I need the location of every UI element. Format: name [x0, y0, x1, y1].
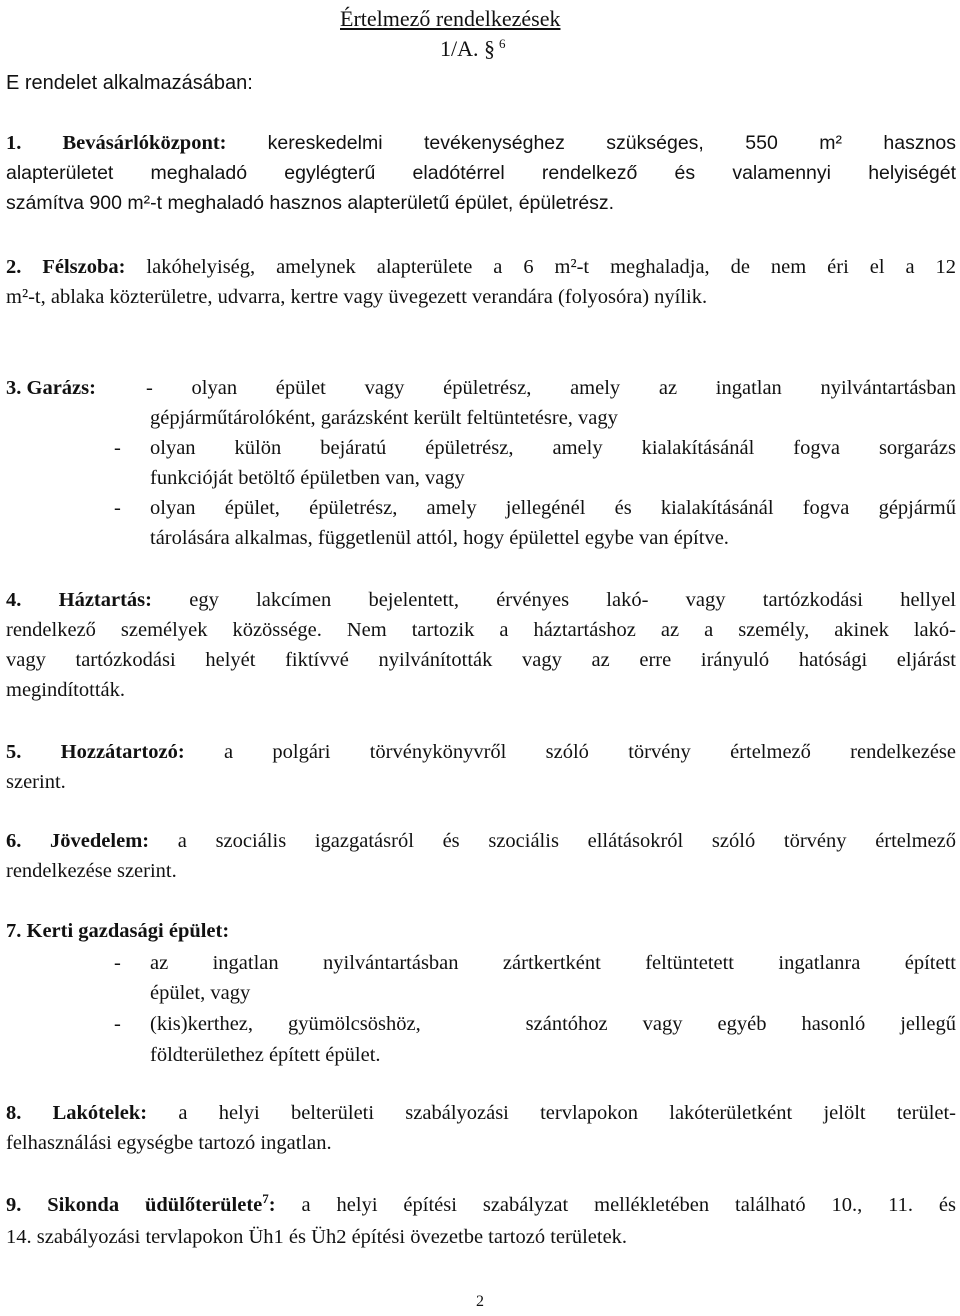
definition-4-line-3: vagy tartózkodási helyét fiktívvé nyilvánították vagy az erre irányuló hatósági eljárást — [6, 649, 956, 671]
definition-6-line-1 — [6, 826, 956, 856]
definition-1-line-3: számítva 900 m²-t meghaladó hasznos alapterületű épület, épületrész. — [6, 192, 615, 214]
definition-1-text-1: kereskedelmi tevékenységhez szükséges, 550 m² hasznos — [267, 132, 957, 154]
definition-9-line-1 — [6, 1190, 956, 1222]
definition-5-line-1 — [6, 737, 956, 767]
definition-1-line-2: alapterületet meghaladó egylégterű eladótérrel rendelkező és valamennyi helyiségét — [6, 162, 956, 184]
definition-3-bullet-2-line-2: funkcióját betöltő épületben van, vagy — [150, 467, 465, 489]
definition-7-bullet-1-line-2: épület, vagy — [150, 982, 251, 1004]
term-9-colon: : — [268, 1194, 276, 1216]
definition-1-line-1 — [6, 128, 956, 158]
footnote-ref: 7 — [262, 1191, 269, 1206]
term-5: 5. Hozzátartozó: — [6, 741, 185, 763]
footnote-ref: 6 — [499, 36, 506, 51]
definition-4-line-4: megindították. — [6, 679, 125, 701]
definition-2-text-1: lakóhelyiség, amelynek alapterülete a 6 m²-t meghaladja, de nem éri el a 12 — [146, 256, 957, 278]
term-3: 3. Garázs: — [6, 377, 96, 399]
definition-4-line-2: rendelkező személyek közössége. Nem tartozik a háztartáshoz az a személy, akinek lakó- — [6, 619, 956, 641]
term-8: 8. Lakótelek: — [6, 1102, 148, 1124]
definition-3-bullet-1-line-2: gépjárműtárolóként, garázsként került feltüntetésre, vagy — [150, 407, 618, 429]
definition-4-line-1 — [6, 585, 956, 615]
definition-7-bullet-2-line-2: földterülethez épített épület. — [150, 1044, 381, 1066]
definition-3-bullet-3-line-1: olyan épület, épületrész, amely jellegénél és kialakításánál fogva gépjármű — [150, 497, 956, 519]
definition-3-bullet-1-line-1: - olyan épület vagy épületrész, amely az ingatlan nyilvántartásban — [146, 377, 956, 399]
definition-2-line-2: m²-t, ablaka közterületre, udvarra, kertre vagy üvegezett verandára (folyosóra) nyílik. — [6, 286, 708, 308]
section-label: 1/A. § — [440, 36, 495, 61]
term-7: 7. Kerti gazdasági épület: — [6, 920, 230, 942]
definition-6-line-2: rendelkezése szerint. — [6, 860, 177, 882]
definition-6-text-1: a szociális igazgatásról és szociális ellátásokról szóló törvény értelmező — [177, 830, 956, 852]
definition-2-line-1 — [6, 252, 956, 282]
definition-8-line-2: felhasználási egységbe tartozó ingatlan. — [6, 1132, 332, 1154]
definition-7 — [6, 916, 956, 1076]
definition-5 — [6, 737, 956, 797]
heading-title: Értelmező rendelkezések — [340, 6, 561, 31]
intro-text: E rendelet alkalmazásában: — [6, 72, 253, 94]
term-4: 4. Háztartás: — [6, 589, 152, 611]
definition-8 — [6, 1098, 956, 1158]
bullet-dash: - — [114, 1013, 121, 1035]
section-number — [440, 34, 506, 67]
definition-5-line-2: szerint. — [6, 771, 66, 793]
definition-9-text-1: a helyi építési szabályzat mellékletében található 10., 11. és — [301, 1194, 956, 1216]
bullet-dash: - — [114, 497, 121, 519]
term-1: 1. Bevásárlóközpont: — [6, 132, 227, 154]
page-number: 2 — [476, 1293, 484, 1310]
definition-5-text-1: a polgári törvénykönyvről szóló törvény értelmező rendelkezése — [224, 741, 957, 763]
term-9-label: 9. Sikonda üdülőterülete — [6, 1194, 263, 1216]
definition-6 — [6, 826, 956, 886]
definition-9-line-2: 14. szabályozási tervlapokon Üh1 és Üh2 építési övezetbe tartozó területek. — [6, 1226, 628, 1248]
definition-7-bullet-2-line-1: (kis)kerthez, gyümölcsöshöz, szántóhoz vagy egyéb hasonló jellegű — [150, 1013, 956, 1035]
term-9 — [6, 1191, 276, 1216]
bullet-dash: - — [114, 437, 121, 459]
definition-8-line-1 — [6, 1098, 956, 1128]
term-2: 2. Félszoba: — [6, 256, 126, 278]
definition-4-text-1: egy lakcímen bejelentett, érvényes lakó- vagy tartózkodási hellyel — [189, 589, 956, 611]
definition-9 — [6, 1190, 956, 1252]
term-6: 6. Jövedelem: — [6, 830, 150, 852]
definition-8-text-1: a helyi belterületi szabályozási tervlapokon lakóterületként jelölt terület- — [178, 1102, 957, 1124]
definition-7-bullet-1-line-1: az ingatlan nyilvántartásban zártkertként feltüntetett ingatlanra épített — [150, 952, 956, 974]
definition-3 — [6, 373, 956, 563]
definition-3-bullet-2-line-1: olyan külön bejáratú épületrész, amely kialakításánál fogva sorgarázs — [150, 437, 956, 459]
definition-4 — [6, 585, 956, 705]
definition-2 — [6, 252, 956, 312]
bullet-dash: - — [114, 952, 121, 974]
definition-1 — [6, 128, 956, 218]
definition-3-bullet-3-line-2: tárolására alkalmas, függetlenül attól, hogy épülettel egybe van építve. — [150, 527, 729, 549]
